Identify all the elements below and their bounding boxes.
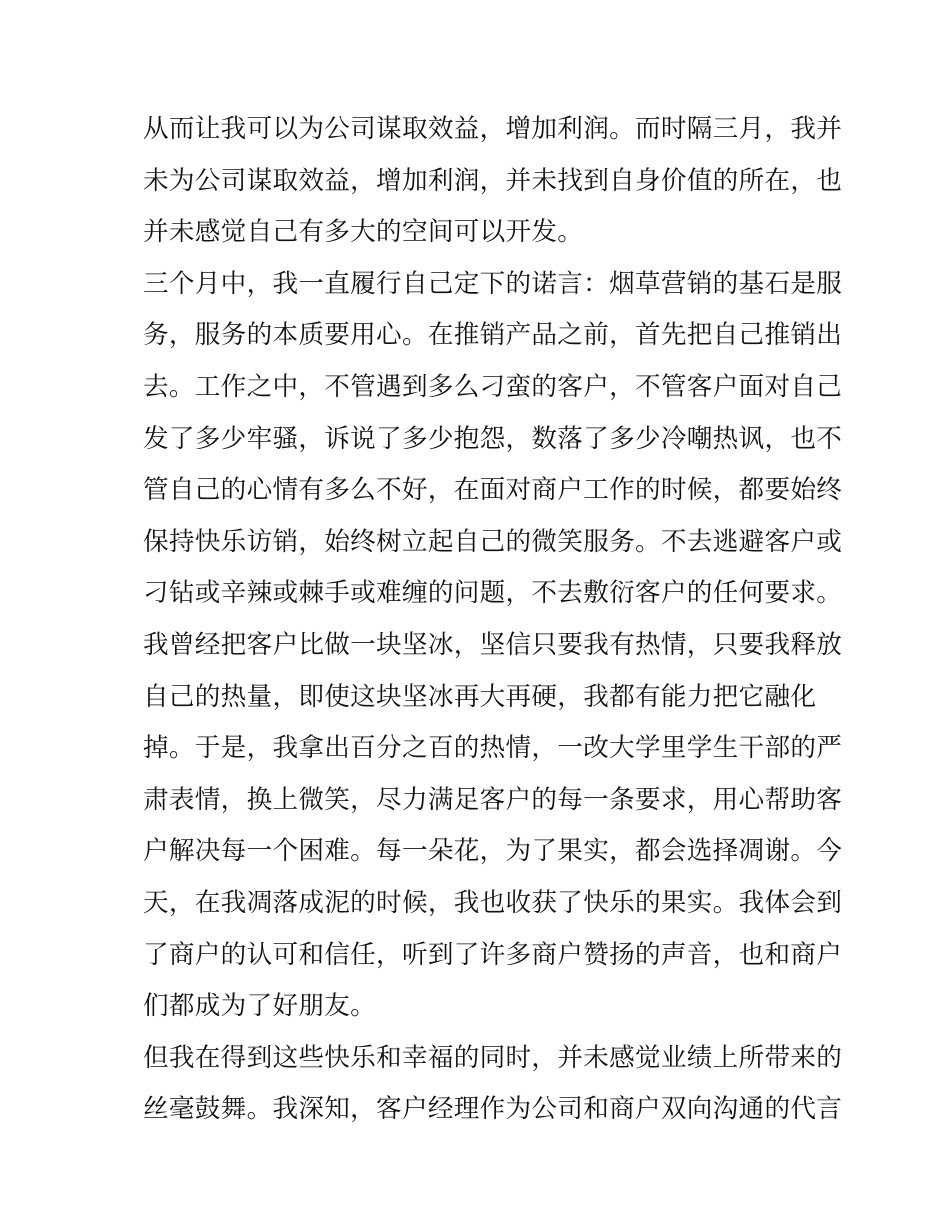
text-line: 自己的热量，即使这块坚冰再大再硬，我都有能力把它融化 xyxy=(143,681,817,712)
text-line: 了商户的认可和信任，听到了许多商户赞扬的声音，也和商户 xyxy=(143,939,843,970)
text-line: 刁钻或辛辣或棘手或难缠的问题，不去敷衍客户的任何要求。 xyxy=(143,578,843,609)
text-line: 未为公司谋取效益，增加利润，并未找到自身价值的所在，也 xyxy=(143,165,843,196)
body-text xyxy=(143,104,843,1136)
text-line: 我曾经把客户比做一块坚冰，坚信只要我有热情，只要我释放 xyxy=(143,629,843,660)
text-line: 天，在我凋落成泥的时候，我也收获了快乐的果实。我体会到 xyxy=(143,887,843,918)
text-line: 并未感觉自己有多大的空间可以开发。 xyxy=(143,217,584,248)
text-line: 去。工作之中，不管遇到多么刁蛮的客户，不管客户面对自己 xyxy=(143,371,843,402)
text-line: 丝毫鼓舞。我深知，客户经理作为公司和商户双向沟通的代言 xyxy=(143,1094,843,1125)
text-line: 从而让我可以为公司谋取效益，增加利润。而时隔三月，我并 xyxy=(143,114,843,144)
text-line: 管自己的心情有多么不好，在面对商户工作的时候，都要始终 xyxy=(143,475,843,506)
text-line: 户解决每一个困难。每一朵花，为了果实，都会选择凋谢。今 xyxy=(143,836,843,867)
text-line: 保持快乐访销，始终树立起自己的微笑服务。不去逃避客户或 xyxy=(143,526,843,557)
text-line: 肃表情，换上微笑，尽力满足客户的每一条要求，用心帮助客 xyxy=(143,784,843,815)
text-line: 三个月中，我一直履行自己定下的诺言：烟草营销的基石是服 xyxy=(143,268,843,299)
text-line: 务，服务的本质要用心。在推销产品之前，首先把自己推销出 xyxy=(143,320,843,351)
text-line: 但我在得到这些快乐和幸福的同时，并未感觉业绩上所带来的 xyxy=(143,1042,843,1073)
text-line: 发了多少牢骚，诉说了多少抱怨，数落了多少冷嘲热讽，也不 xyxy=(143,423,843,454)
text-line: 们都成为了好朋友。 xyxy=(143,991,377,1022)
text-line: 掉。于是，我拿出百分之百的热情，一改大学里学生干部的严 xyxy=(143,733,843,764)
